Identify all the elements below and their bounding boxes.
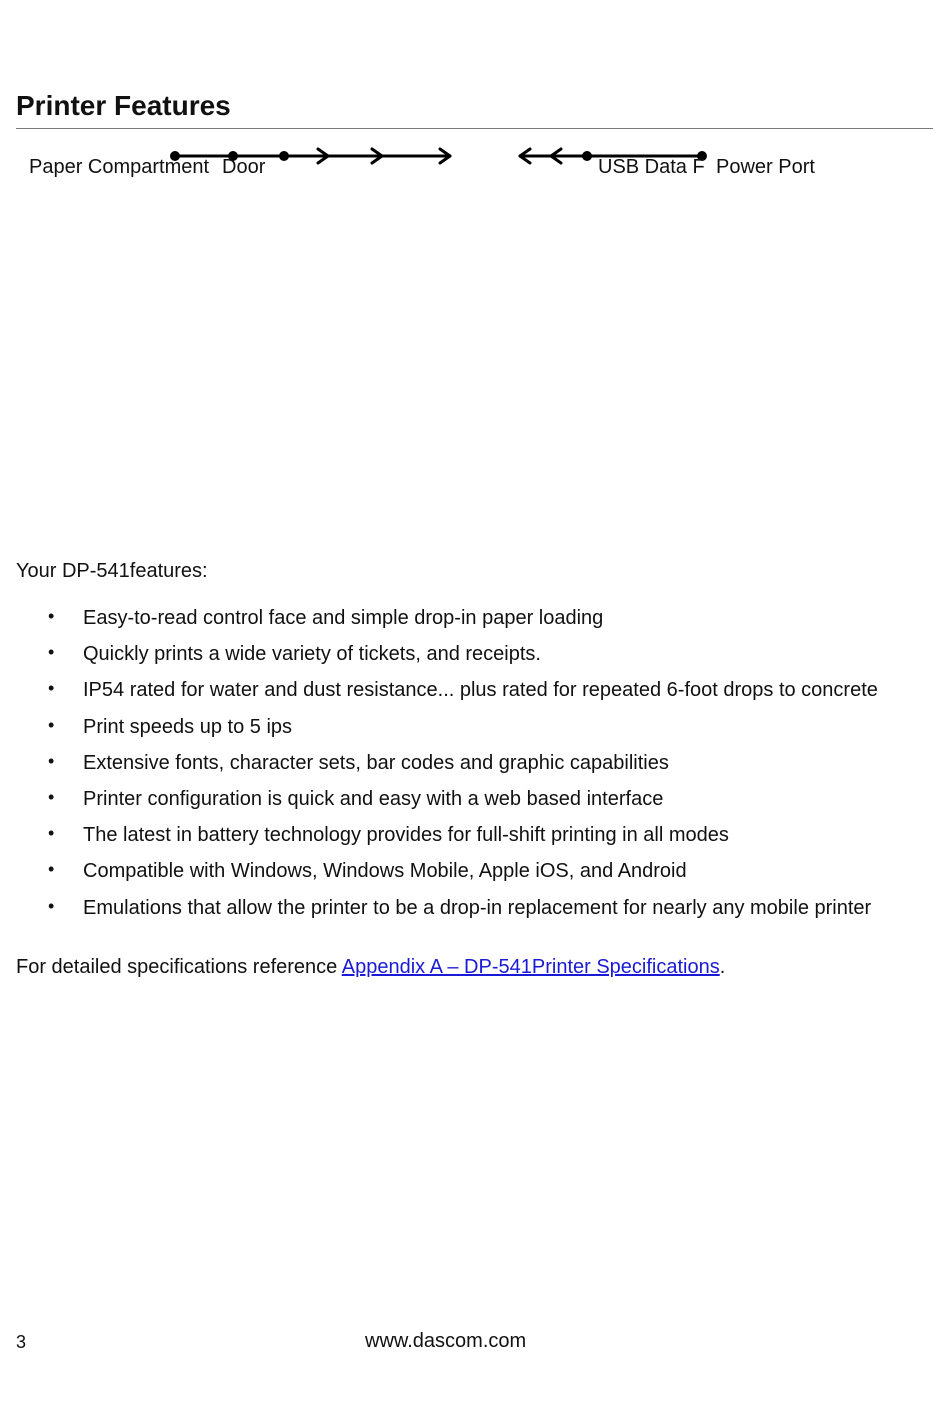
label-door: Door — [222, 156, 266, 178]
bullet-icon: • — [48, 678, 55, 699]
feature-text: Printer configuration is quick and easy with a web based interface — [83, 787, 664, 810]
label-paper-compartment: Paper Compartment — [29, 156, 210, 178]
footer-url: www.dascom.com — [365, 1330, 527, 1352]
bullet-icon: • — [48, 606, 55, 626]
label-usb-data: USB Data F — [598, 156, 705, 178]
feature-text: Quickly prints a wide variety of tickets, and receipts. — [83, 643, 541, 666]
title-divider — [16, 128, 933, 129]
bullet-icon: • — [48, 859, 55, 880]
spec-reference-suffix: . — [719, 956, 726, 978]
feature-text: IP54 rated for water and dust resistance... plus rated for repeated 6-foot drops to concrete — [83, 679, 878, 702]
features-intro: Your DP-541features: — [16, 560, 208, 582]
bullet-icon: • — [48, 750, 55, 771]
page-number: 3 — [16, 1332, 27, 1352]
page-title: Printer Features — [16, 90, 231, 121]
bullet-icon: • — [48, 895, 55, 916]
bullet-icon: • — [48, 786, 55, 807]
appendix-a-link[interactable]: Appendix A – DP-541Printer Specifications — [341, 956, 720, 978]
bullet-icon: • — [48, 642, 55, 663]
feature-text: Extensive fonts, character sets, bar codes and graphic capabilities — [83, 751, 669, 774]
label-power-port: Power Port — [716, 156, 815, 178]
spec-reference — [16, 956, 725, 979]
feature-text: Compatible with Windows, Windows Mobile, Apple iOS, and Android — [83, 860, 687, 883]
feature-text: Easy-to-read control face and simple drop-in paper loading — [83, 607, 604, 629]
spec-reference-prefix: For detailed specifications reference — [16, 956, 342, 978]
bullet-icon: • — [48, 714, 55, 735]
bullet-icon: • — [48, 823, 55, 844]
feature-text: Emulations that allow the printer to be a drop-in replacement for nearly any mobile printer — [83, 896, 872, 919]
callout-dot — [582, 151, 592, 161]
callout-dot — [279, 151, 289, 161]
feature-text: Print speeds up to 5 ips — [83, 715, 293, 738]
feature-text: The latest in battery technology provides for full-shift printing in all modes — [83, 824, 729, 847]
